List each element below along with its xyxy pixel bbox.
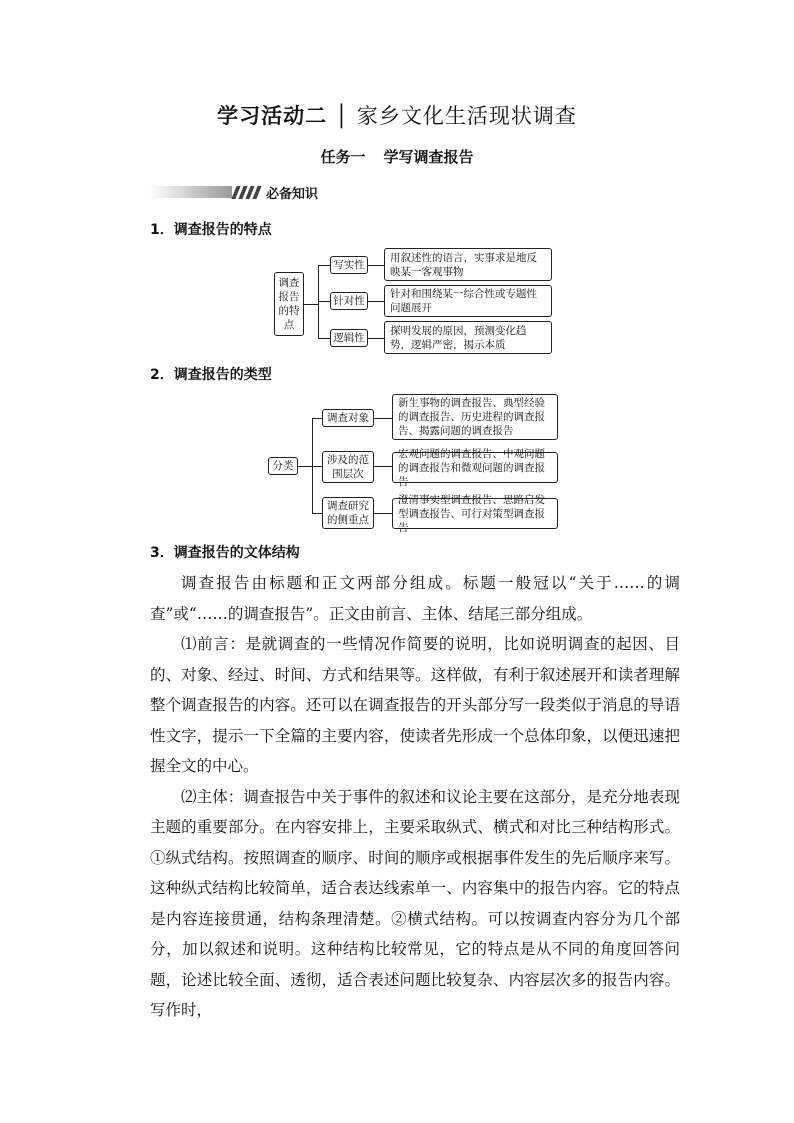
feature-desc-box [384, 285, 552, 317]
connector-line [304, 304, 318, 305]
connector-line [374, 418, 392, 419]
knowledge-label: 必备知识 [266, 186, 319, 202]
task-title [0, 146, 794, 167]
types-root-label: 分类 [272, 460, 294, 472]
type-desc: 新生事物的调查报告、典型经验的调查报告、历史进程的调查报告、揭露问题的调查报告 [398, 397, 545, 437]
connector-line [368, 301, 384, 302]
connector-line [368, 265, 384, 266]
gradient-bar-decoration [150, 186, 232, 198]
activity-subtitle: 家乡文化生活现状调查 [356, 104, 577, 128]
connector-line [312, 513, 322, 514]
type-box-focus [322, 497, 374, 529]
section3-body [150, 568, 680, 1026]
type-desc: 澄清事实型调查报告、思路启发型调查报告、可行对策型调查报告 [398, 493, 545, 534]
type-desc-box [392, 394, 558, 440]
page-title [0, 100, 794, 130]
title-separator: │ [335, 104, 349, 128]
type-desc-box [392, 447, 558, 488]
connector-line [318, 265, 319, 339]
paragraph-intro: 调查报告由标题和正文两部分组成。标题一般冠以“关于……的调查”或“……的调查报告”。正文由前言、主体、结尾三部分组成。 [150, 574, 680, 623]
connector-line [318, 265, 330, 266]
connector-line [298, 466, 312, 467]
features-diagram [274, 246, 564, 354]
feature-desc: 探明发展的原因，预测变化趋势，逻辑严密，揭示本质 [390, 324, 527, 351]
type-box-object [322, 409, 374, 427]
feature-box-logical [330, 329, 368, 347]
connector-line [374, 513, 392, 514]
feature-box-targeted [330, 292, 368, 310]
task-number: 任务一 [320, 148, 366, 166]
connector-line [312, 466, 322, 467]
type-label: 调查研究的侧重点 [327, 500, 369, 526]
connector-line [312, 418, 322, 419]
feature-desc-box [384, 248, 552, 281]
type-label: 调查对象 [327, 412, 369, 424]
connector-line [368, 338, 384, 339]
features-root-box [274, 272, 304, 336]
feature-label: 写实性 [333, 259, 365, 271]
type-desc-box [392, 493, 558, 534]
task-name: 学写调查报告 [383, 148, 474, 166]
feature-desc-box [384, 321, 552, 354]
slash-stripes-icon [234, 186, 262, 199]
paragraph-preface: ⑴前言：是就调查的一些情况作简要的说明，比如说明调查的起因、目的、对象、经过、时间、方式和结果等。这样做，有利于叙述展开和读者理解整个调查报告的内容。还可以在调查报告的开头部分写一段类似于消息的导语性文字，提示一下全篇的主要内容，使读者先形成一个总体印象，以便迅速把握全文的中心。 [150, 635, 680, 775]
connector-line [374, 466, 392, 467]
types-diagram [268, 392, 568, 532]
feature-desc: 针对和围绕某一综合性或专题性问题展开 [390, 288, 537, 314]
section1-heading: 1．调查报告的特点 [150, 222, 272, 238]
connector-line [318, 301, 330, 302]
section2-heading: 2．调查报告的类型 [150, 367, 272, 383]
feature-label: 针对性 [333, 295, 365, 307]
feature-label: 逻辑性 [333, 332, 365, 344]
features-root-label: 调查报告的特点 [278, 277, 300, 331]
types-root-box [268, 457, 298, 475]
connector-line [318, 338, 330, 339]
knowledge-section-bar [150, 184, 318, 200]
type-desc: 宏观问题的调查报告、中观问题的调查报告和微观问题的调查报告 [398, 447, 545, 488]
feature-box-realistic [330, 256, 368, 274]
activity-label: 学习活动二 [217, 104, 328, 128]
paragraph-main-body: ⑵主体：调查报告中关于事件的叙述和议论主要在这部分，是充分地表现主题的重要部分。在内容安排上，主要采取纵式、横式和对比三种结构形式。①纵式结构。按照调查的顺序、时间的顺序或根据事件发生的先后顺序来写。这种纵式结构比较简单，适合表达线索单一、内容集中的报告内容。它的特点是内容连接贯通，结构条理清楚。②横式结构。可以按调查内容分为几个部分，加以叙述和说明。这种结构比较常见，它的特点是从不同的角度回答问题，论述比较全面、透彻，适合表述问题比较复杂、内容层次多的报告内容。写作时， [150, 787, 680, 1019]
section3-heading: 3．调查报告的文体结构 [150, 545, 300, 561]
feature-desc: 用叙述性的语言，实事求是地反映某一客观事物 [390, 251, 537, 278]
type-box-scope [322, 451, 374, 483]
type-label: 涉及的范围层次 [327, 454, 369, 480]
